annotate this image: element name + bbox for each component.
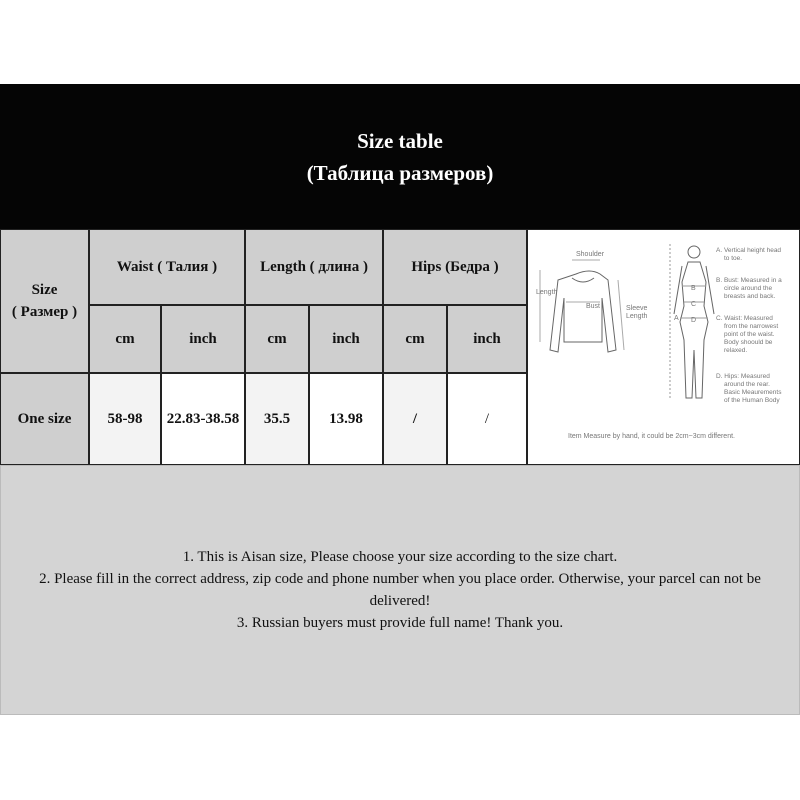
length-inch-value: 13.98 bbox=[309, 373, 383, 465]
waist-header: Waist ( Талия ) bbox=[89, 229, 245, 305]
note-line: Basic Meaurements bbox=[724, 389, 782, 396]
size-table-header bbox=[0, 84, 800, 229]
note-2: 2. Please fill in the correct address, zip code and phone number when you place order. Otherwise, your parcel can not be delivered! bbox=[39, 571, 761, 609]
label-a: A bbox=[674, 315, 679, 322]
shoulder-label: Shoulder bbox=[576, 251, 605, 258]
note-1: 1. This is Aisan size, Please choose your size according to the size chart. bbox=[182, 549, 618, 565]
note-line: from the narrowest bbox=[724, 323, 779, 330]
label-d: D bbox=[691, 317, 697, 324]
shirt-illustration bbox=[540, 260, 624, 352]
note-line: breasts and back. bbox=[724, 293, 776, 300]
header-title: Size table bbox=[357, 128, 443, 153]
diagram-notes bbox=[716, 247, 782, 404]
diagram-footer: Item Measure by hand, it could be 2cm~3cm different. bbox=[568, 433, 735, 440]
measurement-diagram bbox=[527, 229, 800, 465]
size-label: Size bbox=[31, 282, 58, 298]
waist-cm-value: 58-98 bbox=[89, 373, 161, 465]
waist-inch-header: inch bbox=[161, 305, 245, 373]
notes-section bbox=[0, 465, 800, 715]
sleeve-label: Sleeve bbox=[626, 305, 648, 312]
note-line: of the Human Body bbox=[724, 397, 780, 404]
size-header-cell bbox=[0, 229, 89, 373]
waist-cm-header: cm bbox=[89, 305, 161, 373]
length-header: Length ( длина ) bbox=[245, 229, 383, 305]
note-line: B. Bust: Measured in a bbox=[716, 277, 782, 284]
measurement-diagram-svg bbox=[528, 230, 799, 464]
note-line: to toe. bbox=[724, 255, 743, 262]
label-c: C bbox=[691, 301, 697, 308]
hips-inch-value: / bbox=[447, 373, 527, 465]
size-label-ru: ( Размер ) bbox=[11, 304, 78, 320]
note-line: relaxed. bbox=[724, 347, 748, 354]
row-size-cell: One size bbox=[0, 373, 89, 465]
hips-header: Hips (Бедра ) bbox=[383, 229, 527, 305]
length-cm-header: cm bbox=[245, 305, 309, 373]
note-line: Body shoould be bbox=[724, 339, 773, 346]
note-line: circle around the bbox=[724, 285, 773, 292]
note-line: around the rear. bbox=[724, 381, 770, 388]
note-line: A. Vertical height head bbox=[716, 247, 782, 254]
sleeve-length-label: Length bbox=[626, 313, 648, 320]
hips-cm-header: cm bbox=[383, 305, 447, 373]
length-cm-value: 35.5 bbox=[245, 373, 309, 465]
hips-inch-header: inch bbox=[447, 305, 527, 373]
note-line: C. Waist: Measured bbox=[716, 315, 773, 322]
length-label: Length bbox=[536, 289, 558, 296]
label-b: B bbox=[691, 285, 696, 292]
note-3: 3. Russian buyers must provide full name! Thank you. bbox=[236, 615, 564, 631]
note-line: D. Hips: Measured bbox=[716, 373, 770, 380]
bust-label: Bust bbox=[586, 303, 601, 310]
length-inch-header: inch bbox=[309, 305, 383, 373]
waist-inch-value: 22.83-38.58 bbox=[161, 373, 245, 465]
header-subtitle: (Таблица размеров) bbox=[306, 160, 494, 185]
hips-cm-value: / bbox=[383, 373, 447, 465]
note-line: point of the waist. bbox=[724, 331, 775, 338]
